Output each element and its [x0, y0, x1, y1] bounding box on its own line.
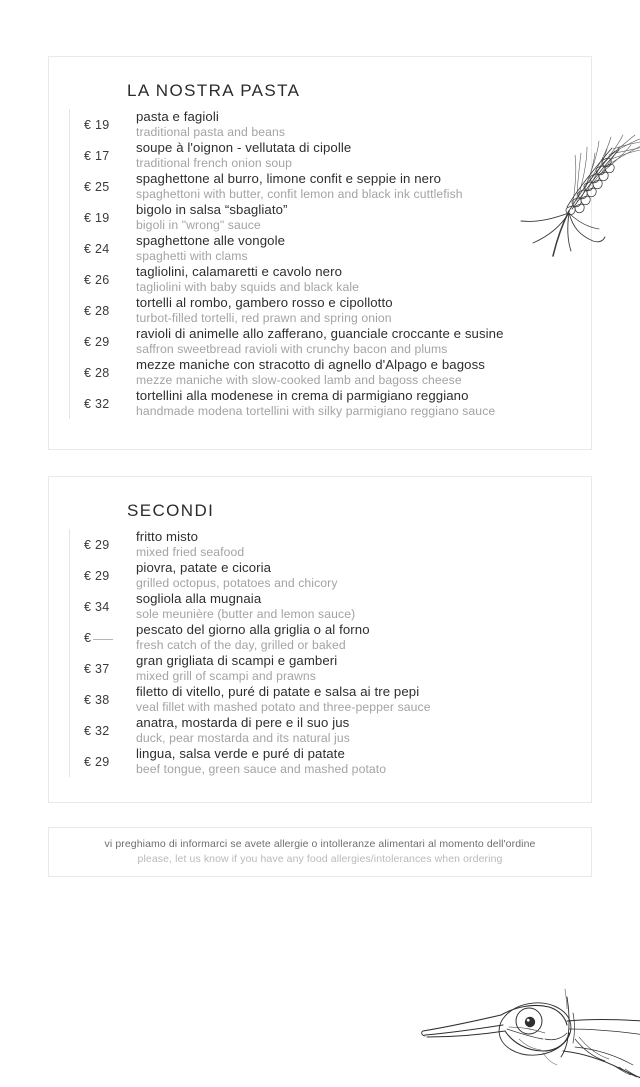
- menu-item-names: [136, 326, 577, 357]
- menu-item-names: [136, 233, 577, 264]
- menu-item-name-english: fresh catch of the day, grilled or baked: [136, 638, 346, 652]
- menu-item-name-english: traditional pasta and beans: [136, 125, 286, 139]
- menu-item-name-italian: spaghettone al burro, limone confit e seppie in nero: [136, 171, 442, 186]
- menu-item-names: [136, 715, 577, 746]
- menu-item-name-italian: tagliolini, calamaretti e cavolo nero: [136, 264, 343, 279]
- menu-item-name-english: sole meunière (butter and lemon sauce): [136, 607, 356, 621]
- menu-item-price: € 34: [84, 599, 110, 614]
- menu-item: [70, 233, 577, 264]
- menu-item-names: [136, 264, 577, 295]
- menu-item: [70, 591, 577, 622]
- menu-item-names: [136, 357, 577, 388]
- menu-item-name-italian: gran grigliata di scampi e gamberi: [136, 653, 338, 668]
- menu-item-names: [136, 202, 577, 233]
- menu-item-names: [136, 171, 577, 202]
- menu-item-name-italian: tortellini alla modenese in crema di parmigiano reggiano: [136, 388, 469, 403]
- allergen-note: [49, 837, 591, 867]
- menu-item-name-english: bigoli in "wrong" sauce: [136, 218, 261, 232]
- menu-item-name-italian: lingua, salsa verde e puré di patate: [136, 746, 345, 761]
- menu-item-price: € 37: [84, 661, 110, 676]
- menu-item-price: € 17: [84, 148, 110, 163]
- menu-item-price: € 29: [84, 754, 110, 769]
- menu-item: [70, 295, 577, 326]
- menu-item-price: € 25: [84, 179, 110, 194]
- menu-item-names: [136, 622, 577, 653]
- menu-item: [70, 357, 577, 388]
- menu-item-name-english: spaghetti with clams: [136, 249, 248, 263]
- menu-item: [70, 622, 577, 653]
- menu-item-name-english: traditional french onion soup: [136, 156, 293, 170]
- menu-item-name-italian: bigolo in salsa “sbagliato”: [136, 202, 288, 217]
- menu-section-card-secondi: [48, 476, 592, 803]
- menu-item-names: [136, 140, 577, 171]
- menu-item-name-italian: pasta e fagioli: [136, 109, 219, 124]
- menu-item-name-english: turbot-filled tortelli, red prawn and spring onion: [136, 311, 392, 325]
- menu-item-price: € 32: [84, 723, 110, 738]
- menu-item-name-english: grilled octopus, potatoes and chicory: [136, 576, 338, 590]
- menu-item-name-italian: spaghettone alle vongole: [136, 233, 286, 248]
- menu-item-names: [136, 591, 577, 622]
- menu-item-name-italian: filetto di vitello, puré di patate e salsa ai tre pepi: [136, 684, 420, 699]
- menu-item-price: € 26: [84, 272, 110, 287]
- menu-item-name-italian: mezze maniche con stracotto di agnello d'Alpago e bagoss: [136, 357, 486, 372]
- menu-item-name-italian: soupe à l'oignon - vellutata di cipolle: [136, 140, 352, 155]
- menu-item-name-italian: fritto misto: [136, 529, 199, 544]
- menu-item-names: [136, 388, 577, 419]
- menu-item-names: [136, 746, 577, 777]
- menu-item-name-italian: piovra, patate e cicoria: [136, 560, 272, 575]
- menu-item-name-english: handmade modena tortellini with silky parmigiano reggiano sauce: [136, 404, 496, 418]
- menu-item-name-italian: tortelli al rombo, gambero rosso e cipollotto: [136, 295, 393, 310]
- menu-item-name-italian: pescato del giorno alla griglia o al forno: [136, 622, 370, 637]
- menu-item-name-english: duck, pear mostarda and its natural jus: [136, 731, 350, 745]
- menu-item: [70, 140, 577, 171]
- fish-head-icon: [417, 969, 640, 1087]
- menu-item: [70, 171, 577, 202]
- menu-item: [70, 388, 577, 419]
- menu-item-names: [136, 560, 577, 591]
- menu-item-names: [136, 653, 577, 684]
- menu-item-name-english: saffron sweetbread ravioli with crunchy bacon and plums: [136, 342, 448, 356]
- menu-item-names: [136, 109, 577, 140]
- price-blank-placeholder: [93, 639, 113, 640]
- allergen-note-card: [48, 827, 592, 877]
- menu-item-name-english: spaghettoni with butter, confit lemon and black ink cuttlefish: [136, 187, 463, 201]
- menu-item-price: € 19: [84, 210, 110, 225]
- menu-item: [70, 560, 577, 591]
- menu-item-name-english: mixed grill of scampi and prawns: [136, 669, 316, 683]
- menu-item-name-italian: sogliola alla mugnaia: [136, 591, 262, 606]
- menu-item-name-italian: anatra, mostarda di pere e il suo jus: [136, 715, 350, 730]
- menu-item-name-english: tagliolini with baby squids and black kale: [136, 280, 360, 294]
- menu-item-name-english: mixed fried seafood: [136, 545, 245, 559]
- menu-item: [70, 684, 577, 715]
- allergen-note-english: please, let us know if you have any food allergies/intolerances when ordering: [137, 853, 503, 865]
- menu-item-price: € 32: [84, 396, 110, 411]
- menu-item-name-english: mezze maniche with slow-cooked lamb and bagoss cheese: [136, 373, 462, 387]
- section-title-secondi: SECONDI: [127, 501, 215, 520]
- menu-item-price: € 28: [84, 365, 110, 380]
- menu-item: [70, 715, 577, 746]
- menu-item: [70, 109, 577, 140]
- menu-item-price: € 29: [84, 537, 110, 552]
- menu-item-price: € 19: [84, 117, 110, 132]
- menu-item: [70, 264, 577, 295]
- menu-item-name-english: veal fillet with mashed potato and three-pepper sauce: [136, 700, 431, 714]
- menu-item-name-english: beef tongue, green sauce and mashed potato: [136, 762, 387, 776]
- menu-item-price: €: [70, 631, 136, 645]
- menu-item: [70, 653, 577, 684]
- menu-item-list-pasta: [69, 109, 577, 419]
- menu-item-names: [136, 295, 577, 326]
- menu-item-list-secondi: [69, 529, 577, 777]
- section-title-pasta: LA NOSTRA PASTA: [127, 81, 301, 100]
- menu-item-price: € 29: [84, 568, 110, 583]
- menu-item-name-italian: ravioli di animelle allo zafferano, guanciale croccante e susine: [136, 326, 504, 341]
- menu-item-names: [136, 529, 577, 560]
- menu-item-price: € 28: [84, 303, 110, 318]
- menu-item-price: € 24: [84, 241, 110, 256]
- menu-item: [70, 202, 577, 233]
- menu-item-price: € 38: [84, 692, 110, 707]
- allergen-note-italian: vi preghiamo di informarci se avete allergie o intolleranze alimentari al momento dell'ordine: [104, 838, 536, 850]
- menu-item: [70, 529, 577, 560]
- menu-section-card-pasta: [48, 56, 592, 450]
- menu-item-names: [136, 684, 577, 715]
- menu-item-price: € 29: [84, 334, 110, 349]
- menu-item: [70, 746, 577, 777]
- menu-item: [70, 326, 577, 357]
